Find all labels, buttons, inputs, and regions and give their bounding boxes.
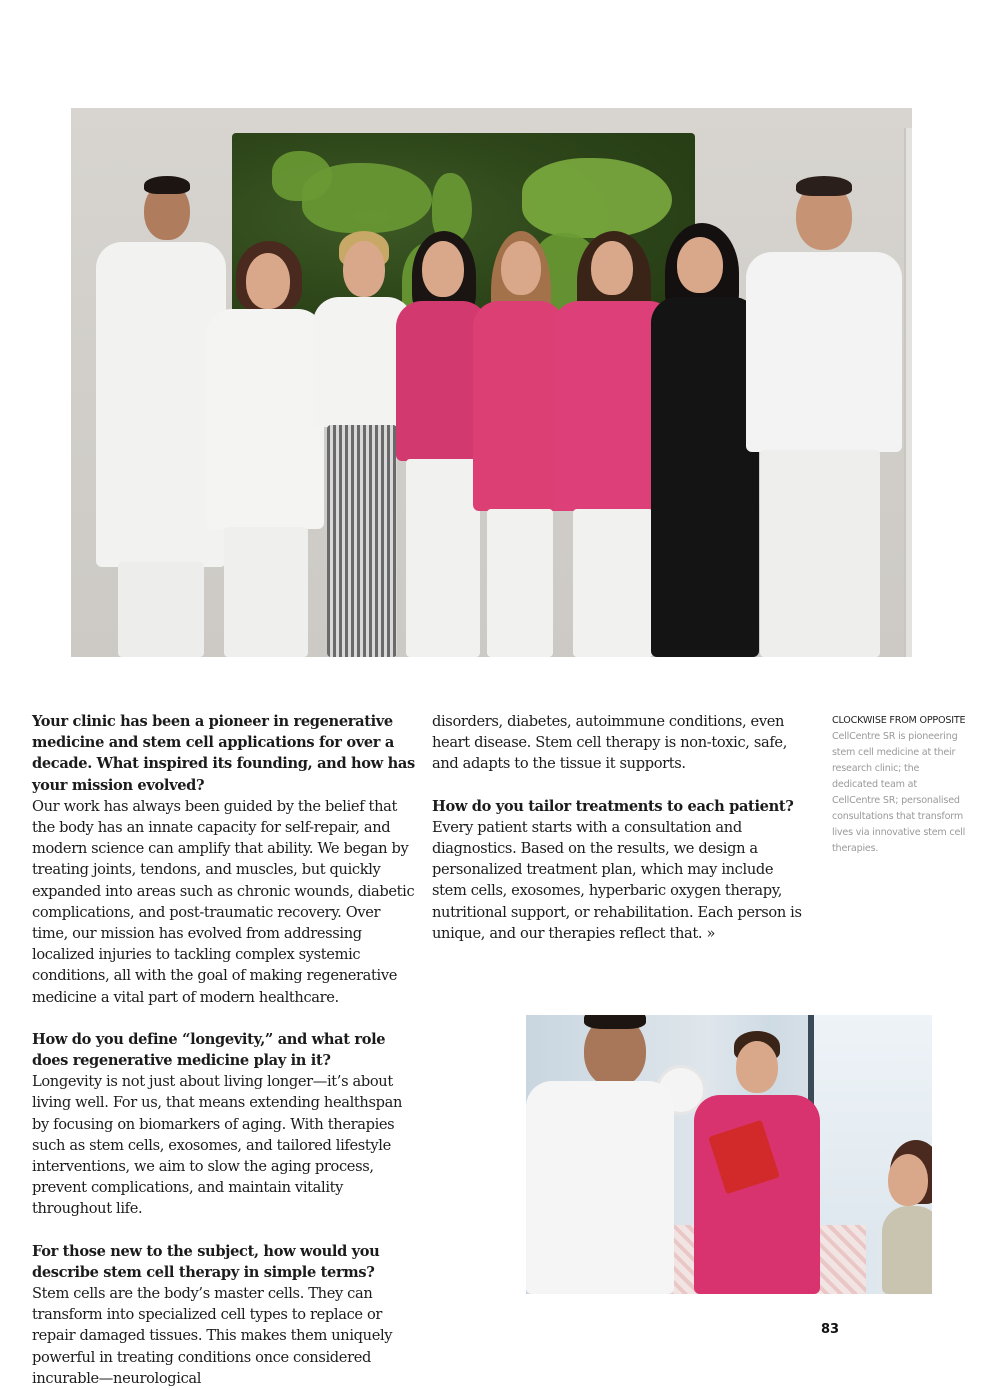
- map-landmass: [302, 163, 432, 233]
- question-founding: Your clinic has been a pioneer in regenerative medicine and stem cell applications for over a decade. What inspired its founding, and how has your mission evolved?: [32, 713, 415, 794]
- question-longevity: How do you define “longevity,” and what role does regenerative medicine play in it?: [32, 1030, 386, 1070]
- map-landmass: [522, 158, 672, 238]
- answer-stem-cell-therapy: Stem cells are the body’s master cells. They can transform into specialized cell types to replace or repair damaged tissues. This makes them uniquely powerful in treating conditions once considered incurable—neurological: [32, 1285, 393, 1387]
- page-number: 83: [821, 1322, 840, 1337]
- person-patient: [882, 1144, 932, 1294]
- person-doctor-2: [746, 182, 906, 657]
- caption-text: CellCentre SR is pioneering stem cell medicine at their research clinic; the dedicated team at CellCentre SR; personalised consultations that transform lives via innovative stem cell therapies.: [832, 731, 966, 854]
- consultation-photo: [526, 1015, 932, 1294]
- answer-founding: Our work has always been guided by the belief that the body has an innate capacity for self-repair, and modern science can amplify that ability. We began by treating joints, tendons, and muscles, but quickly expanded into areas such as chronic wounds, diabetic complications, and post-traumatic recovery. Over time, our mission has evolved from addressing localized injuries to tackling complex systemic conditions, all with the goal of making regenerative medicine a vital part of modern healthcare.: [32, 797, 415, 1006]
- person-staff-black: [651, 229, 761, 657]
- answer-tailor-treatments: Every patient starts with a consultation and diagnostics. Based on the results, we design a personalized treatment plan, which may include stem cells, exosomes, hyperbaric oxygen therapy, nutritional support, or rehabilitation. Each person is unique, and our therapies reflect that. »: [432, 818, 802, 942]
- spacer: [432, 775, 802, 796]
- question-tailor-treatments: How do you tailor treatments to each patient?: [432, 797, 794, 815]
- spacer: [32, 1008, 417, 1029]
- person-nurse: [694, 1035, 824, 1294]
- question-stem-cell-therapy: For those new to the subject, how would you describe stem cell therapy in simple terms?: [32, 1242, 380, 1281]
- caption-lead: CLOCKWISE FROM OPPOSITE: [832, 715, 966, 726]
- article-column-2: [432, 711, 802, 944]
- spacer: [32, 1220, 417, 1241]
- photo-caption: [832, 713, 967, 857]
- answer-stem-cell-therapy-continued: disorders, diabetes, autoimmune conditions, even heart disease. Stem cell therapy is non-toxic, safe, and adapts to the tissue it supports.: [432, 713, 787, 773]
- person-2: [206, 247, 326, 657]
- team-photo: [71, 108, 912, 657]
- person-doctor: [526, 1015, 676, 1294]
- article-column-1: [32, 711, 417, 1389]
- answer-longevity: Longevity is not just about living longer—it’s about living well. For us, that means extending healthspan by focusing on biomarkers of aging. With therapies such as stem cells, exosomes, and tailored lifestyle interventions, we aim to slow the aging process, prevent complications, and maintain vitality throughout life.: [32, 1073, 402, 1218]
